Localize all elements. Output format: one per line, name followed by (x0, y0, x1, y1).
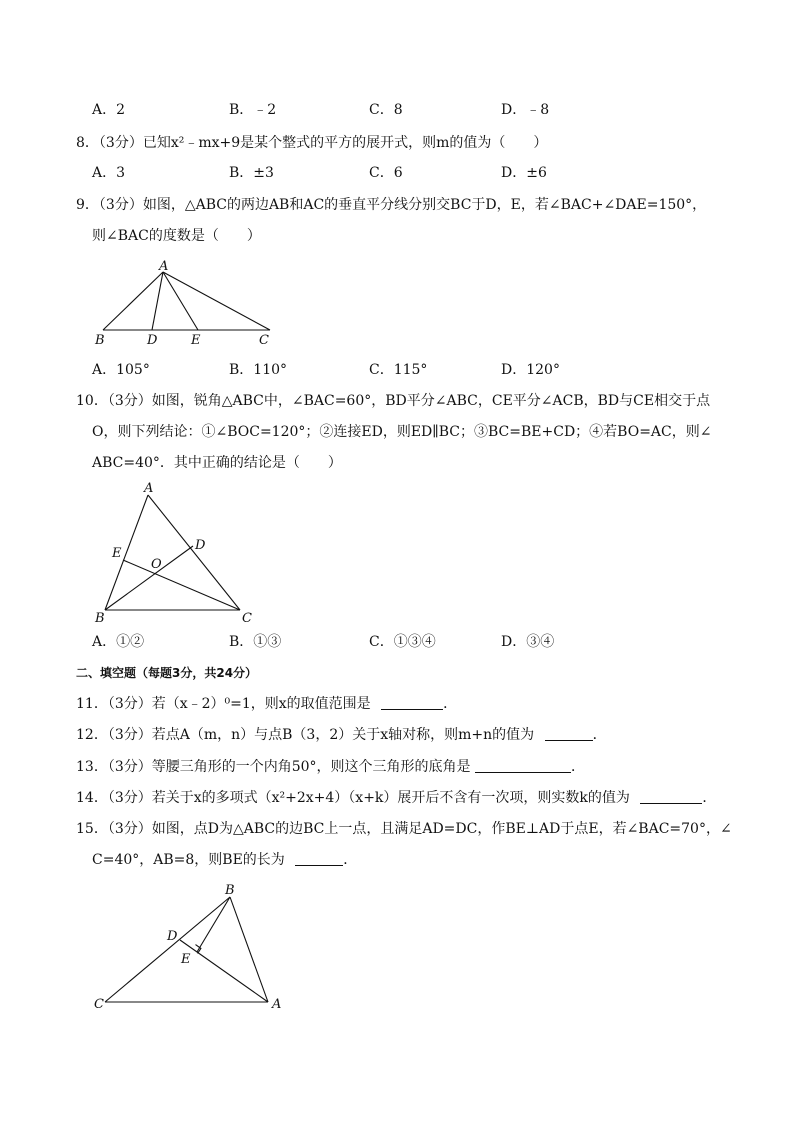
q15-segment-ba (230, 897, 268, 1002)
q13-period: ． (571, 759, 585, 775)
q10-label-c: C (242, 611, 252, 626)
q10-label-b: B (95, 611, 105, 626)
q9-option-a[interactable]: A．105° (92, 362, 150, 378)
q12-stem: 12．（3分）若点A（m，n）与点B（3，2）关于x轴对称，则m+n的值为 (76, 727, 535, 743)
q10-label-a: A (144, 481, 154, 496)
q15-label-b: B (225, 883, 235, 898)
q12-period: ． (592, 727, 607, 743)
q10-label-e: E (112, 546, 122, 561)
q13-stem: 13．（3分）等腰三角形的一个内角50°，则这个三角形的底角是 (76, 759, 471, 775)
q15-segment-da (180, 940, 268, 1002)
q15-label-e: E (181, 952, 191, 967)
q9-option-b[interactable]: B．110° (229, 362, 288, 378)
q8-option-c[interactable]: C．6 (369, 165, 403, 181)
q9-stem-line2: 则∠BAC的度数是（ ） (92, 228, 261, 244)
q10-option-d[interactable]: D．③④ (501, 634, 555, 650)
section-heading-fill-in: 二、填空题（每题3分，共24分） (76, 666, 258, 680)
q8-option-a[interactable]: A．3 (92, 165, 126, 181)
q10-stem-line1: 10．（3分）如图，锐角△ABC中，∠BAC=60°，BD平分∠ABC，CE平分∠ACB，BD与CE相交于点 (76, 393, 711, 409)
q15-period: ． (343, 852, 358, 868)
q14-stem: 14．（3分）若关于x的多项式（x²+2x+4）（x+k）展开后不含有一次项，则实数k的值为 (76, 790, 630, 806)
q8-option-b[interactable]: B．±3 (229, 165, 274, 181)
q10-label-d: D (195, 538, 206, 553)
q9-label-a: A (159, 259, 169, 274)
q8-option-d[interactable]: D．±6 (501, 165, 547, 181)
q15-stem-line2-text: C=40°，AB=8，则BE的长为 (92, 852, 285, 868)
q10-option-b[interactable]: B．①③ (229, 634, 282, 650)
q7-option-a[interactable]: A．2 (92, 102, 126, 118)
q7-option-d[interactable]: D．﹣8 (501, 102, 550, 118)
q9-label-b: B (95, 333, 105, 348)
q15-stem-line1: 15．（3分）如图，点D为△ABC的边BC上一点，且满足AD=DC，作BE⊥AD于点E，若∠BAC=70°，∠ (76, 821, 732, 837)
q15-label-c: C (94, 997, 104, 1012)
q15-label-d: D (167, 929, 178, 944)
q9-label-d: D (147, 333, 158, 348)
q10-option-a[interactable]: A．①② (92, 634, 145, 650)
q11-stem: 11．（3分）若（x﹣2）⁰=1，则x的取值范围是 (76, 696, 371, 712)
q8-stem: 8．（3分）已知x²﹣mx+9是某个整式的平方的展开式，则m的值为（ ） (76, 135, 548, 151)
q10-stem-line2: O，则下列结论：①∠BOC=120°；②连接ED，则ED∥BC；③BC=BE+CD；④若BO=AC，则∠ (92, 424, 712, 440)
q15-segment-cb (105, 897, 230, 1002)
q14-period: ． (702, 790, 717, 806)
q9-label-e: E (191, 333, 201, 348)
q9-label-c: C (259, 333, 269, 348)
q10-stem-line3: ABC=40°．其中正确的结论是（ ） (92, 455, 342, 471)
q11-period: ． (443, 696, 458, 712)
q10-label-o: O (151, 557, 162, 572)
q7-option-c[interactable]: C．8 (369, 102, 403, 118)
q7-option-b[interactable]: B．﹣2 (229, 102, 277, 118)
q10-option-c[interactable]: C．①③④ (369, 634, 436, 650)
q9-option-d[interactable]: D．120° (501, 362, 560, 378)
q15-label-a: A (272, 997, 282, 1012)
q9-option-c[interactable]: C．115° (369, 362, 428, 378)
q9-stem-line1: 9．（3分）如图，△ABC的两边AB和AC的垂直平分线分别交BC于D，E，若∠BAC+∠DAE=150°， (76, 197, 707, 213)
q15-segment-be (197, 897, 230, 952)
